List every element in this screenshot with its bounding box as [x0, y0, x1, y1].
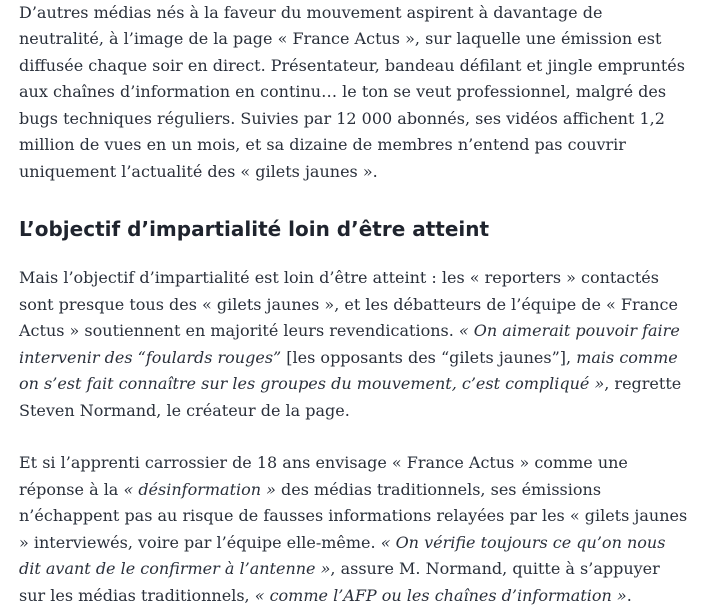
paragraph-text: Mais l’objectif d’impartialité est loin d’être atteint : les « reporters » contactés sont presque tous des « gilets jaunes », et les débatteurs de l’équipe de « France Actus » soutiennent en majorité leurs revendications. — [19, 268, 678, 340]
paragraph-impartiality — [19, 265, 689, 424]
paragraph-text: [les opposants des “gilets jaunes”], — [281, 347, 577, 367]
quote-text: « On aimerait pouvoir faire intervenir des “foulards rouges” — [19, 321, 680, 367]
paragraph-text: des médias traditionnels, ses émissions n’échappent pas au risque de fausses informations relayées par les « gilets jaunes » interviewés, voire par l’équipe elle-même. — [19, 479, 688, 552]
paragraph-text: . — [626, 585, 632, 605]
quote-text: mais comme on s’est fait connaître sur les groupes du mouvement, c’est compliqué » — [19, 347, 678, 393]
paragraph-text: , assure M. Normand, quitte à s’appuyer sur les médias traditionnels, — [19, 559, 660, 605]
article-body — [19, 0, 689, 609]
quote-text: « comme l’AFP ou les chaînes d’information » — [254, 585, 627, 605]
paragraph-text: Et si l’apprenti carrossier de 18 ans envisage « France Actus » comme une réponse à la — [19, 453, 628, 499]
quote-text: « On vérifie toujours ce qu’on nous dit avant de le confirmer à l’antenne » — [19, 532, 666, 578]
paragraph-misinformation — [19, 450, 689, 609]
quote-text: « désinformation » — [123, 479, 276, 499]
paragraph-text: , regrette Steven Normand, le créateur de la page. — [19, 374, 682, 420]
paragraph-text: D’autres médias nés à la faveur du mouvement aspirent à davantage de neutralité, à l’image de la page « France Actus », sur laquelle une émission est diffusée chaque soir en direct. Présentateur, bandeau défilant et jingle empruntés aux chaînes d’information en continu… le ton se veut professionnel, malgré des bugs techniques réguliers. Suivies par 12 000 abonnés, ses vidéos affichent 1,2 million de vues en un mois, et sa dizaine de membres n’entend pas couvrir uniquement l’actualité des « gilets jaunes ». — [19, 2, 685, 181]
section-heading: L’objectif d’impartialité loin d’être atteint — [19, 217, 490, 241]
paragraph-france-actus — [19, 0, 689, 185]
